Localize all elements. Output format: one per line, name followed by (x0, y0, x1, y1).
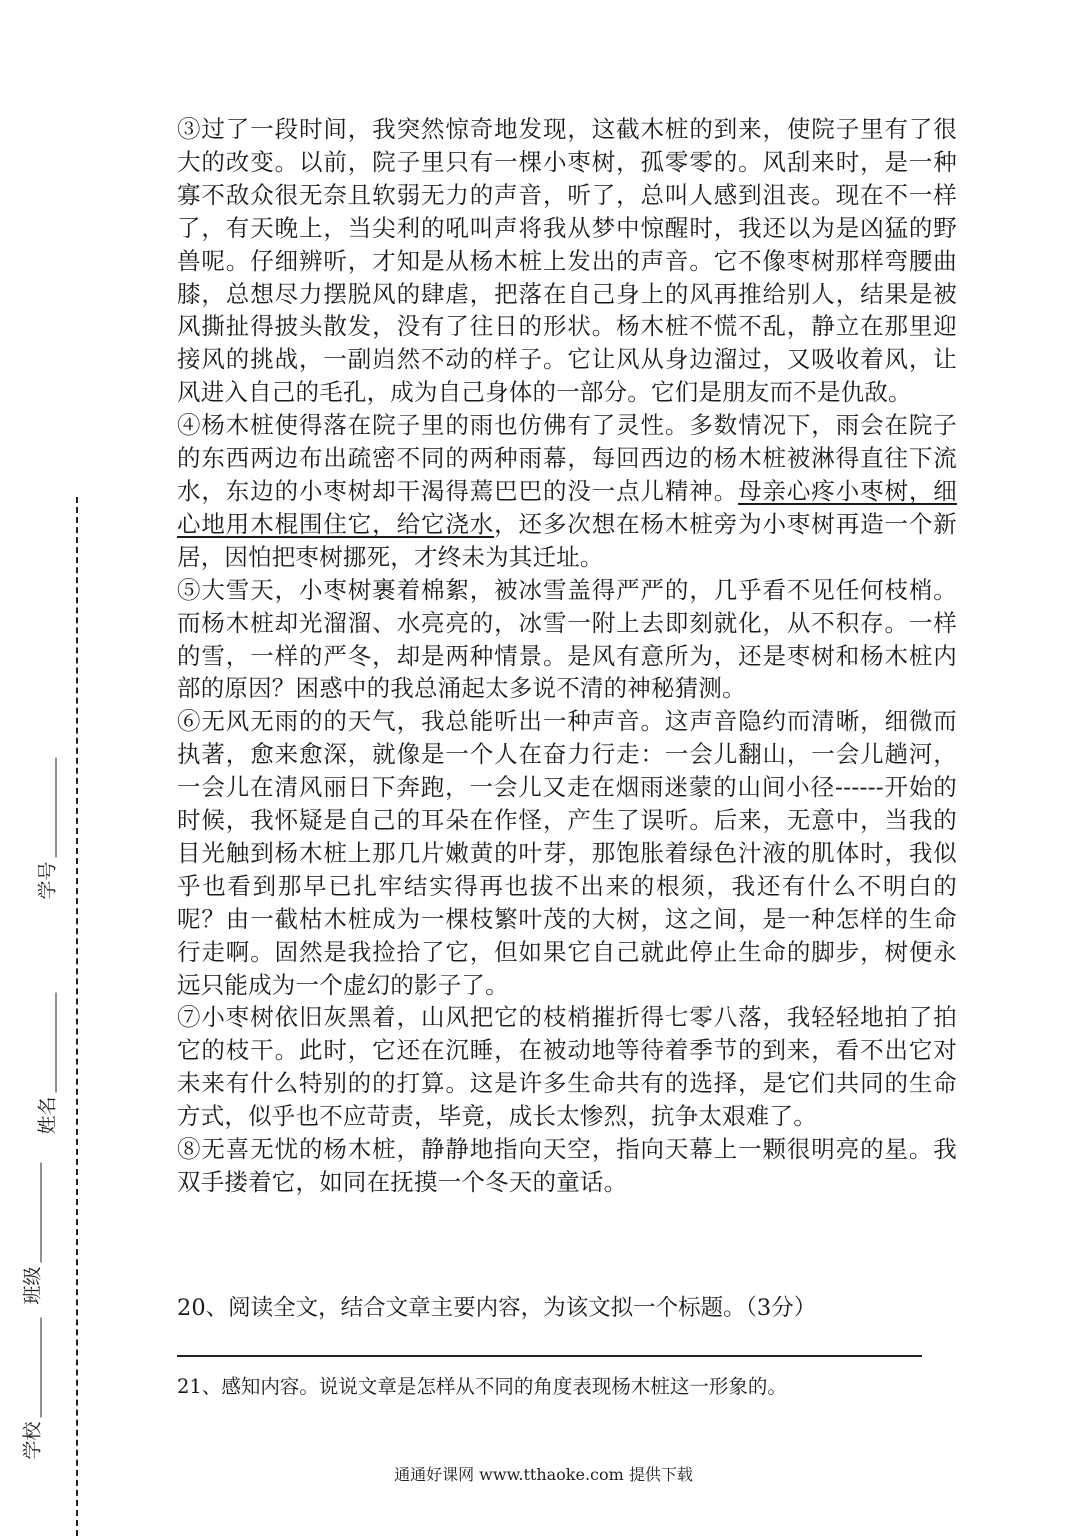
article-body (177, 113, 957, 1199)
underlined-sentence: 母亲心疼小枣树，细心地用木棍围住它，给它浇水 (177, 476, 957, 538)
student-number-label: 学号 (36, 861, 59, 900)
question-20: 20、阅读全文，结合文章主要内容，为该文拟一个标题。（3分） (177, 1295, 817, 1321)
paragraph-7: ⑦小枣树依旧灰黑着，山风把它的枝梢摧折得七零八落，我轻轻地拍了拍它的枝干。此时，它还在沉睡，在被动地等待着季节的到来，看不出它对未来有什么特别的的打算。这是许多生命共有的选择，是它们共同的生命方式，似乎也不应苛责，毕竟，成长太惨烈，抗争太艰难了。 (177, 1003, 957, 1131)
paragraph-6: ⑥无风无雨的的天气，我总能听出一种声音。这声音隐约而清晰，细微而执著，愈来愈深，就像是一个人在奋力行走：一会儿翻山，一会儿趟河，一会儿在清风丽日下奔跑，一会儿又走在烟雨迷蒙的山间小径------开始的时候，我怀疑是自己的耳朵在作怪，产生了误听。后来，无意中，当我的目光触到杨木桩上那几片嫩黄的叶芽，那饱胀着绿色汁液的肌体时，我似乎也看到那早已扎牢结实得再也拔不出来的根须，我还有什么不明白的呢？由一截枯木桩成为一棵枝繁叶茂的大树，这之间，是一种怎样的生命行走啊。固然是我捡拾了它，但如果它自己就此停止生命的脚步，树便永远只能成为一个虚幻的影子了。 (177, 707, 957, 999)
paragraph-5: ⑤大雪天，小枣树裹着棉絮，被冰雪盖得严严的，几乎看不见任何枝梢。而杨木桩却光溜溜、水亮亮的，冰雪一附上去即刻就化，从不积存。一样的雪，一样的严冬，却是两种情景。是风有意所为，还是枣树和杨木桩内部的原因？困惑中的我总涌起太多说不清的神秘猜测。 (177, 575, 957, 703)
footer-credit: 通通好课网 www.tthaoke.com 提供下载 (394, 1465, 693, 1484)
question-21: 21、感知内容。说说文章是怎样从不同的角度表现杨木桩这一形象的。 (177, 1375, 787, 1398)
school-blank[interactable] (41, 1317, 42, 1417)
binding-dashed-line (76, 497, 78, 1536)
class-label: 班级 (21, 1266, 44, 1305)
class-blank[interactable] (41, 1162, 42, 1262)
school-field[interactable] (18, 1317, 45, 1459)
class-field[interactable] (18, 1162, 45, 1304)
paragraph-4-start: ④杨木桩使得落在院子里的雨也仿佛有了灵性。多数情况下，雨会在院子的东西两边布出疏密不同的两种雨幕，每回西边的杨木桩被淋得直往下流水，东边的小枣树却干渴得蔫巴巴的没一点儿精神。 (177, 411, 957, 505)
student-number-blank[interactable] (56, 757, 57, 857)
name-label: 姓名 (36, 1096, 59, 1135)
student-number-field[interactable] (33, 757, 60, 899)
paragraph-4 (177, 409, 957, 574)
answer-line[interactable] (177, 1355, 922, 1357)
name-blank[interactable] (56, 992, 57, 1092)
school-label: 学校 (21, 1421, 44, 1460)
name-field[interactable] (33, 992, 60, 1134)
paragraph-3: ③过了一段时间，我突然惊奇地发现，这截木桩的到来，使院子里有了很大的改变。以前，院子里只有一棵小枣树，孤零零的。风刮来时，是一种寡不敌众很无奈且软弱无力的声音，听了，总叫人感到沮丧。现在不一样了，有天晚上，当尖利的吼叫声将我从梦中惊醒时，我还以为是凶猛的野兽呢。仔细辨听，才知是从杨木桩上发出的声音。它不像枣树那样弯腰曲膝，总想尽力摆脱风的肆虐，把落在自己身上的风再推给别人，结果是被风撕扯得披头散发，没有了往日的形状。杨木桩不慌不乱，静立在那里迎接风的挑战，一副岿然不动的样子。它让风从身边溜过，又吸收着风，让风进入自己的毛孔，成为自己身体的一部分。它们是朋友而不是仇敌。 (177, 115, 957, 407)
paragraph-4-end: ，还多次想在杨木桩旁为小枣树再造一个新居，因怕把枣树挪死，才终未为其迁址。 (177, 509, 957, 571)
paragraph-8: ⑧无喜无忧的杨木桩，静静地指向天空，指向天幕上一颗很明亮的星。我双手搂着它，如同在抚摸一个冬天的童话。 (177, 1135, 957, 1196)
